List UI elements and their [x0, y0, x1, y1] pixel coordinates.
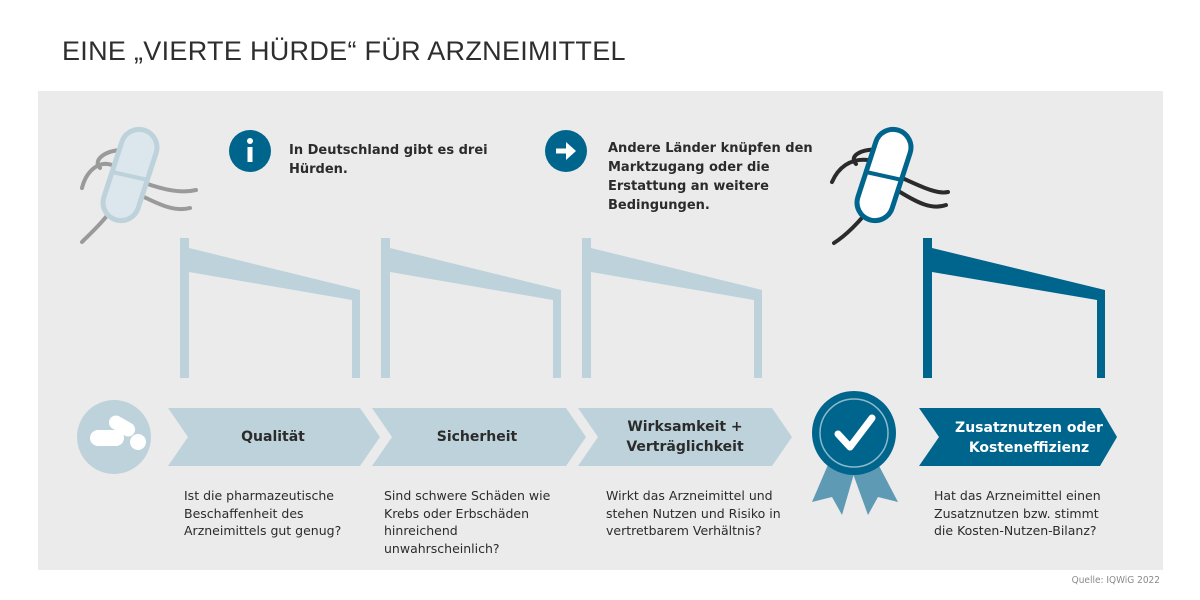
source-note: Quelle: IQWiG 2022	[1071, 575, 1160, 586]
step-label-safety: Sicherheit	[436, 429, 518, 445]
hurdle-safety	[381, 238, 561, 378]
running-capsule-light-icon	[82, 125, 196, 242]
hurdle-efficacy	[582, 238, 762, 378]
question-quality: Ist die pharmazeutische Beschaffenheit des Arzneimittels gut genug?	[184, 488, 342, 538]
step-label-efficacy: Wirksamkeit + Verträglichkeit	[626, 419, 744, 455]
step-label-quality: Qualität	[241, 429, 305, 445]
hurdle-quality	[180, 238, 360, 378]
question-efficacy: Wirkt das Arzneimittel und stehen Nutzen und Risiko in vertretbarem Verhältnis?	[606, 488, 781, 538]
hurdle-added-benefit	[923, 238, 1105, 378]
info-other-countries-text: Andere Länder knüpfen den Marktzugang oder die Erstattung an weitere Bedingungen.	[608, 141, 813, 213]
question-safety: Sind schwere Schäden wie Krebs oder Erbschäden hinreichend unwahrscheinlich?	[384, 488, 551, 556]
checkmark-badge-icon	[812, 391, 898, 515]
step-label-added-benefit: Zusatznutzen oder Kosteneffizienz	[955, 420, 1103, 456]
arrow-right-icon	[545, 130, 587, 172]
question-added-benefit: Hat das Arzneimittel einen Zusatznutzen bzw. stimmt die Kosten-Nutzen-Bilanz?	[934, 488, 1101, 538]
page-title: EINE „VIERTE HÜRDE“ FÜR ARZNEIMITTEL	[62, 36, 626, 66]
info-icon	[229, 130, 271, 172]
info-germany-text: In Deutschland gibt es drei Hürden.	[289, 143, 488, 177]
pills-icon	[77, 400, 151, 474]
running-capsule-dark-icon	[832, 125, 948, 243]
